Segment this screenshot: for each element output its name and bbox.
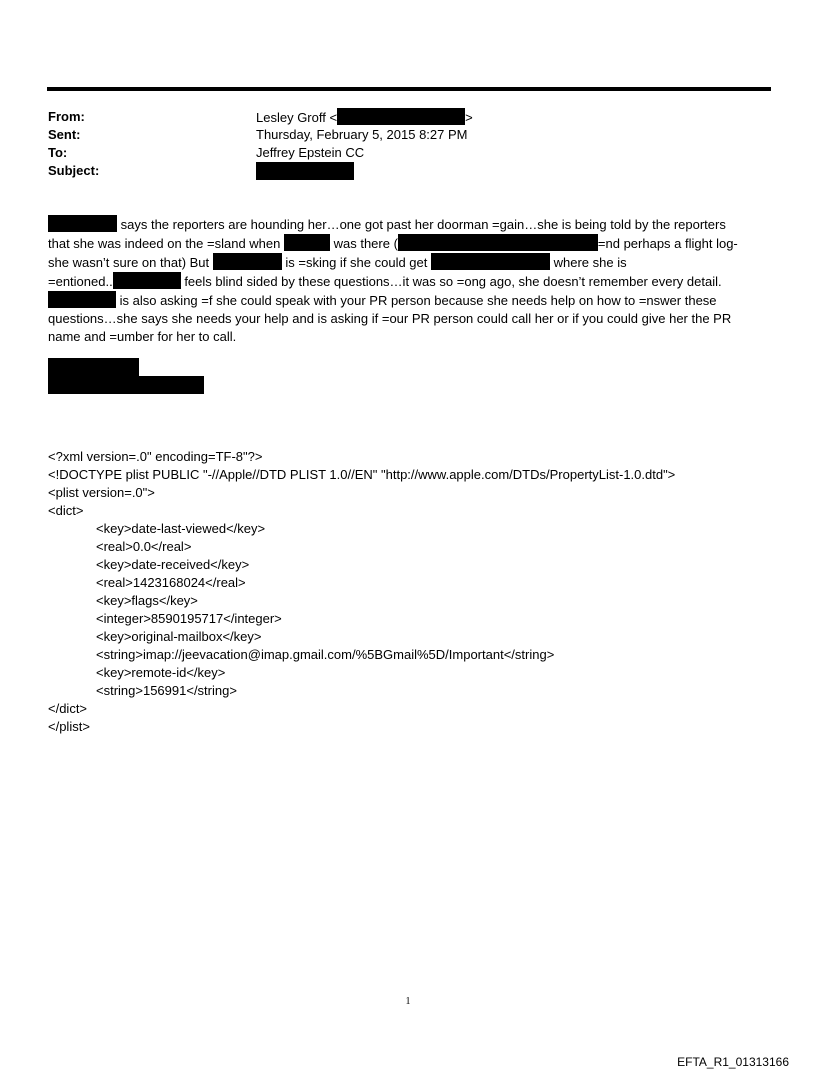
redaction-box [431,253,550,270]
from-row [48,108,748,126]
xml-line: <key>flags</key> [96,593,198,608]
xml-line: <key>original-mailbox</key> [96,629,262,644]
body-text: is =sking if she could get [281,255,431,270]
body-text: =entioned.. [48,274,113,289]
plist-metadata [48,448,768,736]
subject-label: Subject: [48,163,100,178]
body-text: =nd perhaps a flight log- [597,236,738,251]
body-line [48,291,760,310]
redaction-box [113,272,181,289]
xml-line: <string>156991</string> [96,683,237,698]
xml-line: </dict> [48,701,88,716]
xml-line: <key>date-last-viewed</key> [96,521,266,536]
redaction-box [337,108,465,125]
signature-redaction [48,376,204,394]
email-header [48,108,748,180]
document-id: EFTA_R1_01313166 [677,1055,789,1069]
header-rule [47,87,771,91]
body-text: feels blind sided by these questions…it was so =ong ago, she doesn’t remember every detail. [180,274,722,289]
sent-row [48,126,748,144]
xml-line: </plist> [48,719,90,734]
redaction-box [48,215,117,232]
xml-line: <string>imap://jeevacation@imap.gmail.com/%5BGmail%5D/Important</string> [96,647,555,662]
redaction-box [284,234,330,251]
body-line [48,215,760,234]
body-text: was there ( [329,236,398,251]
email-body [48,215,760,346]
body-text: that she was indeed on the =sland when [48,236,284,251]
to-value: Jeffrey Epstein CC [256,145,365,160]
xml-line: <key>remote-id</key> [96,665,226,680]
xml-line: <real>1423168024</real> [96,575,246,590]
subject-value [256,162,354,180]
xml-line: <key>date-received</key> [96,557,250,572]
body-line [48,272,760,291]
xml-line: <plist version=.0"> [48,485,155,500]
redaction-box [398,234,598,251]
body-text: says the reporters are hounding her…one got past her doorman =gain…she is being told by the reporters [117,217,726,232]
body-line: questions…she says she needs your help and is asking if =our PR person could call her or if you could give her the PR [48,311,732,326]
signature-redaction [48,358,139,376]
page-number: 1 [405,996,411,1007]
xml-line: <?xml version=.0" encoding=TF-8"?> [48,449,263,464]
from-value [256,108,473,127]
redaction-box [213,253,282,270]
xml-line: <real>0.0</real> [96,539,192,554]
sent-value: Thursday, February 5, 2015 8:27 PM [256,127,468,142]
from-label: From: [48,109,85,124]
xml-line: <dict> [48,503,84,518]
body-line [48,253,760,272]
sent-label: Sent: [48,127,81,142]
redaction-box [256,162,354,180]
body-line [48,234,760,253]
from-name: Lesley Groff < [256,110,338,125]
redaction-box [48,291,116,308]
from-close: > [465,110,473,125]
xml-line: <!DOCTYPE plist PUBLIC "-//Apple//DTD PLIST 1.0//EN" "http://www.apple.com/DTDs/PropertyList-1.0.dtd"> [48,467,676,482]
body-text: where she is [550,255,627,270]
to-label: To: [48,145,68,160]
body-text: is also asking =f she could speak with your PR person because she needs help on how to =nswer these [116,293,717,308]
subject-row [48,162,748,180]
body-text: she wasn’t sure on that) But [48,255,213,270]
body-line: name and =umber for her to call. [48,329,237,344]
xml-line: <integer>8590195717</integer> [96,611,282,626]
to-row [48,144,748,162]
